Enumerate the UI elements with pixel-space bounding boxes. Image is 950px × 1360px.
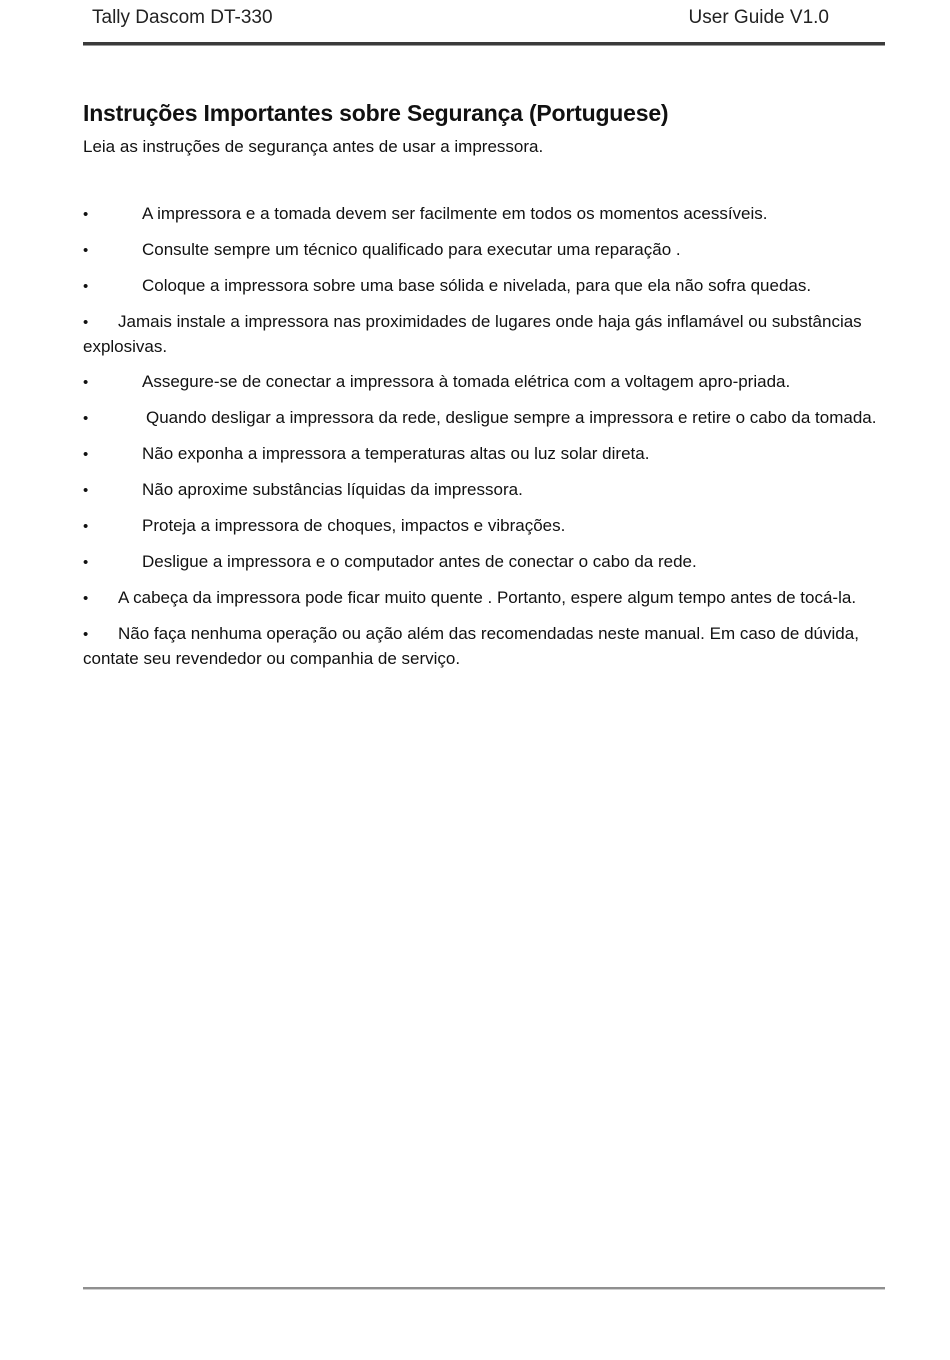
bullet-icon: •	[83, 554, 89, 571]
bullet-icon: •	[83, 206, 89, 223]
list-item	[83, 406, 898, 431]
list-item-text: Proteja a impressora de choques, impactos e vibrações.	[142, 516, 566, 535]
header-divider	[83, 42, 885, 46]
section-intro: Leia as instruções de segurança antes de usar a impressora.	[83, 137, 544, 156]
list-item	[83, 478, 898, 503]
list-item	[83, 238, 898, 263]
header-document-version: User Guide V1.0	[688, 7, 829, 28]
list-item-text: Consulte sempre um técnico qualificado para executar uma reparação .	[142, 240, 681, 259]
header-product-name: Tally Dascom DT-330	[92, 7, 273, 28]
bullet-icon: •	[83, 278, 89, 295]
section-title: Instruções Importantes sobre Segurança (Portuguese)	[83, 100, 669, 126]
list-item-text: Não exponha a impressora a temperaturas altas ou luz solar direta.	[142, 444, 650, 463]
bullet-icon: •	[83, 590, 89, 607]
list-item	[83, 550, 898, 575]
list-item	[83, 310, 898, 359]
list-item-text: Jamais instale a impressora nas proximidades de lugares onde haja gás inflamável ou substâncias explosivas.	[83, 312, 862, 356]
bullet-icon: •	[83, 626, 89, 643]
list-item-text: Desligue a impressora e o computador antes de conectar o cabo da rede.	[142, 552, 697, 571]
list-item	[83, 274, 898, 299]
safety-instructions-list	[83, 202, 898, 671]
bullet-icon: •	[83, 410, 89, 427]
list-item-text: Não faça nenhuma operação ou ação além das recomendadas neste manual. Em caso de dúvida, contate seu revendedor ou companhia de serviço.	[83, 624, 859, 668]
bullet-icon: •	[83, 374, 89, 391]
list-item	[83, 202, 898, 227]
list-item-text: Não aproxime substâncias líquidas da impressora.	[142, 480, 523, 499]
bullet-icon: •	[83, 518, 89, 535]
list-item-text: Quando desligar a impressora da rede, desligue sempre a impressora e retire o cabo da tomada.	[146, 408, 877, 427]
list-item-text: A cabeça da impressora pode ficar muito quente . Portanto, espere algum tempo antes de tocá-la.	[118, 588, 857, 607]
list-item	[83, 514, 898, 539]
list-item-text: Assegure-se de conectar a impressora à tomada elétrica com a voltagem apro-priada.	[142, 372, 791, 391]
bullet-icon: •	[83, 242, 89, 259]
page-header	[83, 0, 885, 46]
list-item	[83, 622, 898, 671]
list-item-text: A impressora e a tomada devem ser facilmente em todos os momentos acessíveis.	[142, 204, 768, 223]
bullet-icon: •	[83, 482, 89, 499]
list-item	[83, 586, 898, 611]
bullet-icon: •	[83, 446, 89, 463]
bullet-icon: •	[83, 314, 89, 331]
list-item	[83, 370, 898, 395]
list-item-text: Coloque a impressora sobre uma base sólida e nivelada, para que ela não sofra quedas.	[142, 276, 812, 295]
footer-divider	[83, 1287, 885, 1290]
page-content	[83, 96, 898, 682]
list-item	[83, 442, 898, 467]
